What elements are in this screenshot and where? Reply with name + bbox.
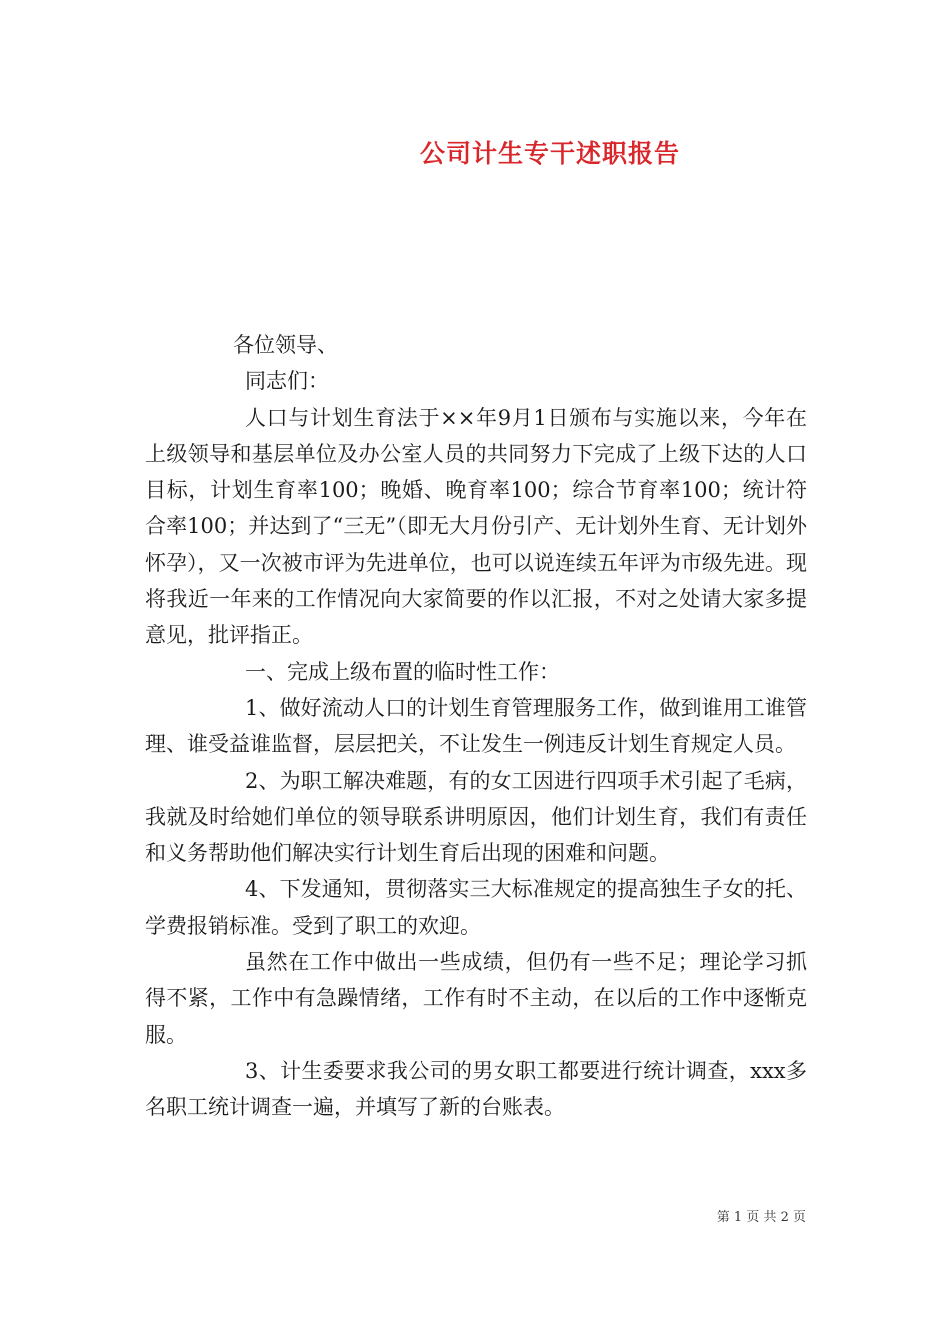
paragraph-item-3: 3、计生委要求我公司的男女职工都要进行统计调查，xxx多名职工统计调查一遍，并填写了新的台账表。	[145, 1058, 807, 1120]
paragraph-intro: 人口与计划生育法于××年9月1日颁布与实施以来，今年在上级领导和基层单位及办公室人员的共同努力下完成了上级下达的人口目标，计划生育率100；晚婚、晚育率100；综合节育率100；统计符合率100；并达到了“三无”（即无大月份引产、无计划外生育、无计划外怀孕），又一次被市评为先进单位，也可以说连续五年评为市级先进。现将我近一年来的工作情况向大家简要的作以汇报，不对之处请大家多提意见，批评指正。	[145, 405, 807, 648]
paragraph-item-2: 2、为职工解决难题，有的女工因进行四项手术引起了毛病，我就及时给她们单位的领导联系讲明原因，他们计划生育，我们有责任和义务帮助他们解决实行计划生育后出现的困难和问题。	[145, 768, 807, 866]
document-title: 公司计生专干述职报告	[419, 139, 680, 168]
document-body	[145, 327, 807, 1126]
paragraph-shortcomings: 虽然在工作中做出一些成绩，但仍有一些不足；理论学习抓得不紧，工作中有急躁情绪，工作有时不主动，在以后的工作中逐惭克服。	[145, 950, 807, 1047]
page-number-footer: 第 1 页 共 2 页	[716, 1210, 806, 1225]
salutation-comrades: 同志们：	[245, 369, 329, 394]
paragraph-item-4: 4、下发通知，贯彻落实三大标准规定的提高独生子女的托、学费报销标准。受到了职工的欢迎。	[145, 877, 807, 938]
paragraph-item-1: 1、做好流动人口的计划生育管理服务工作，做到谁用工谁管理、谁受益谁监督，层层把关，不让发生一例违反计划生育规定人员。	[145, 695, 807, 757]
salutation-leaders: 各位领导、	[233, 333, 338, 357]
section-heading-1: 一、完成上级布置的临时性工作：	[245, 659, 560, 684]
